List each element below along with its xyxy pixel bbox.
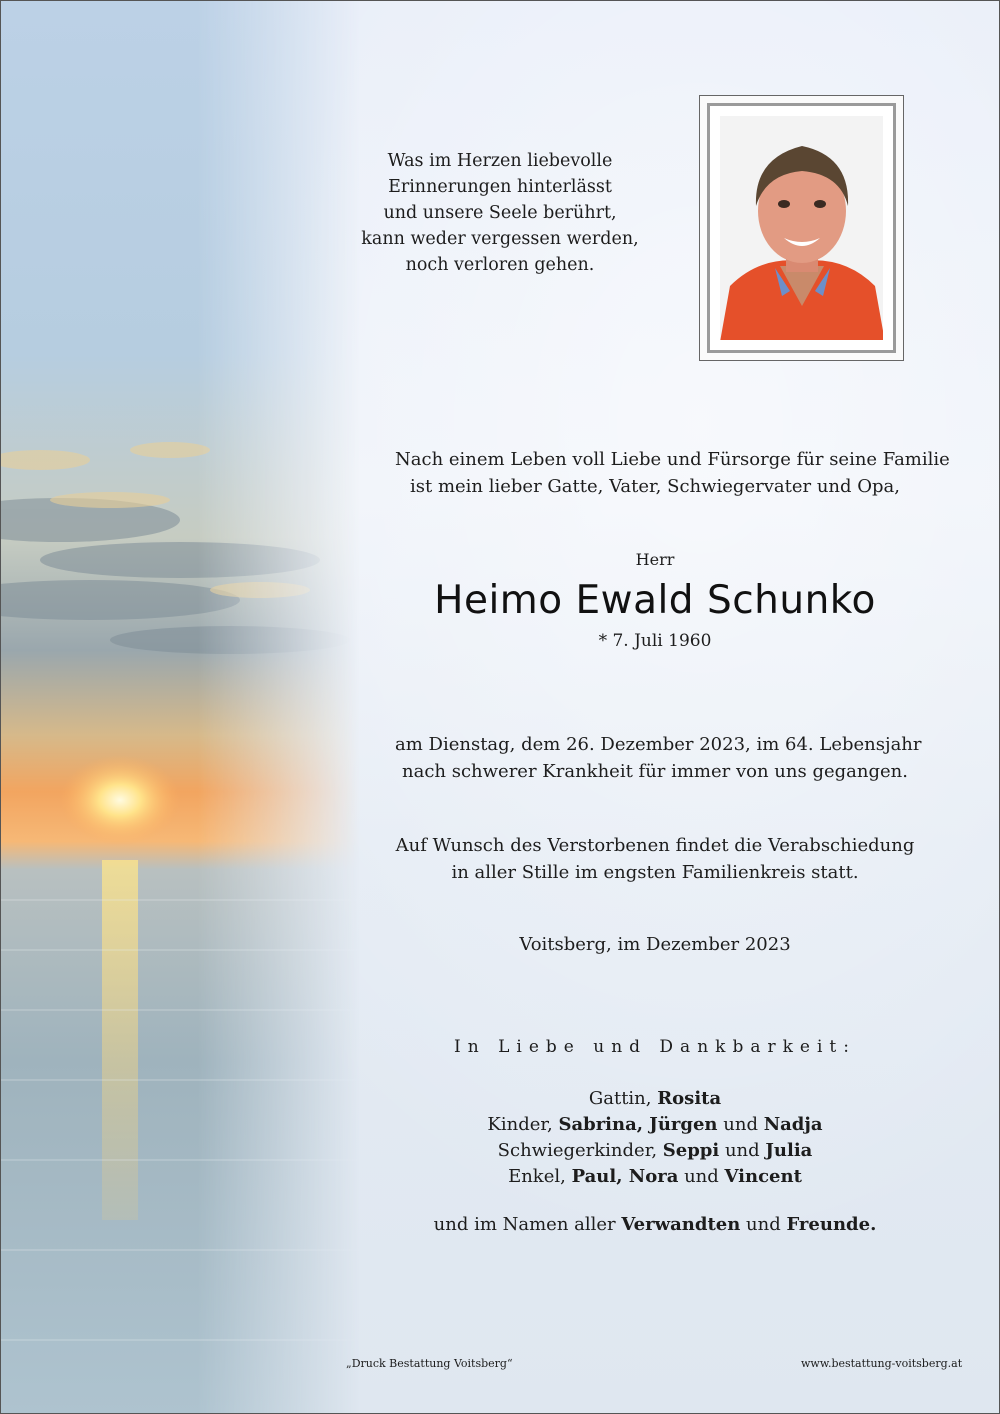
quote-line: und unsere Seele berührt, — [383, 203, 617, 223]
intro-line: ist mein lieber Gatte, Vater, Schwiegervater und Opa, — [410, 476, 900, 497]
death-text — [395, 731, 922, 785]
quote-line: noch verloren gehen. — [405, 255, 595, 275]
family-in-laws: Schwiegerkinder, Seppi und Julia — [497, 1140, 813, 1161]
farewell-line: in aller Stille im engsten Familienkreis statt. — [451, 862, 859, 883]
family-grandchildren: Enkel, Paul, Nora und Vincent — [508, 1166, 802, 1187]
website-link[interactable]: www.bestattung-voitsberg.at — [801, 1357, 963, 1370]
deceased-name: Heimo Ewald Schunko — [434, 578, 876, 623]
portrait-illustration — [720, 116, 883, 340]
intro-line: Nach einem Leben voll Liebe und Fürsorge für seine Familie — [395, 449, 950, 470]
quote-line: kann weder vergessen werden, — [361, 229, 639, 249]
family-list — [395, 1086, 915, 1190]
sunset-background-image — [0, 0, 360, 1414]
death-line: nach schwerer Krankheit für immer von uns gegangen. — [402, 761, 908, 782]
memorial-quote — [340, 148, 660, 278]
printer-credit: „Druck Bestattung Voitsberg“ — [346, 1357, 513, 1370]
portrait-photo — [720, 116, 883, 340]
death-line: am Dienstag, dem 26. Dezember 2023, im 64. Lebensjahr — [395, 734, 922, 755]
farewell-line: Auf Wunsch des Verstorbenen findet die Verabschiedung — [395, 835, 915, 856]
salutation: Herr — [635, 550, 675, 569]
place-date: Voitsberg, im Dezember 2023 — [519, 934, 791, 955]
portrait-frame — [699, 95, 904, 361]
birth-date: * 7. Juli 1960 — [598, 631, 712, 651]
farewell-text — [395, 832, 915, 886]
intro-text — [395, 446, 950, 500]
spouse-name: Rosita — [657, 1088, 722, 1109]
quote-line: Erinnerungen hinterlässt — [388, 177, 612, 197]
quote-line: Was im Herzen liebevolle — [387, 151, 613, 171]
family-spouse: Gattin, Rosita — [588, 1088, 722, 1109]
relatives-line: und im Namen aller Verwandten und Freunde. — [433, 1214, 877, 1235]
family-children: Kinder, Sabrina, Jürgen und Nadja — [487, 1114, 823, 1135]
thanks-heading: In Liebe und Dankbarkeit: — [454, 1037, 856, 1057]
